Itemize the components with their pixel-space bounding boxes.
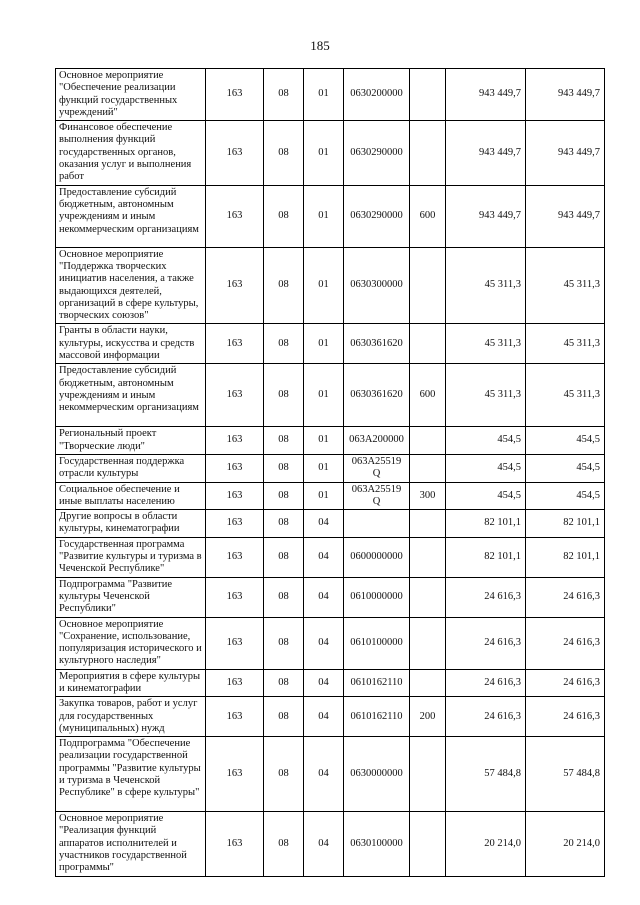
row-section: 08 (264, 427, 304, 455)
row-amount-1: 20 214,0 (446, 812, 526, 876)
row-ministry-code: 163 (206, 69, 264, 121)
row-expense-type: 600 (410, 364, 446, 427)
row-target-article: 0630000000 (344, 737, 410, 812)
row-target-article: 0610100000 (344, 617, 410, 669)
row-target-article: 0630300000 (344, 247, 410, 324)
row-target-article: 063A25519 Q (344, 454, 410, 482)
row-ministry-code: 163 (206, 121, 264, 185)
row-expense-type: 300 (410, 482, 446, 510)
row-name: Другие вопросы в области культуры, кинематографии (56, 510, 206, 538)
row-section: 08 (264, 247, 304, 324)
row-ministry-code: 163 (206, 482, 264, 510)
row-ministry-code: 163 (206, 427, 264, 455)
row-amount-2: 24 616,3 (526, 617, 605, 669)
table-row (56, 510, 605, 538)
row-ministry-code: 163 (206, 737, 264, 812)
row-target-article: 0600000000 (344, 537, 410, 577)
row-ministry-code: 163 (206, 247, 264, 324)
row-amount-2: 943 449,7 (526, 69, 605, 121)
row-name: Подпрограмма "Развитие культуры Чеченской Республики" (56, 577, 206, 617)
row-expense-type (410, 812, 446, 876)
row-target-article: 063A200000 (344, 427, 410, 455)
row-section: 08 (264, 737, 304, 812)
row-subsection: 01 (304, 482, 344, 510)
row-section: 08 (264, 577, 304, 617)
row-amount-1: 45 311,3 (446, 364, 526, 427)
row-amount-2: 454,5 (526, 454, 605, 482)
row-amount-1: 45 311,3 (446, 247, 526, 324)
row-amount-1: 454,5 (446, 454, 526, 482)
row-amount-1: 943 449,7 (446, 69, 526, 121)
row-target-article: 063A25519 Q (344, 482, 410, 510)
row-amount-2: 82 101,1 (526, 537, 605, 577)
row-section: 08 (264, 121, 304, 185)
table-row (56, 737, 605, 812)
row-target-article: 0610162110 (344, 697, 410, 737)
row-target-article: 0630361620 (344, 364, 410, 427)
row-amount-2: 45 311,3 (526, 247, 605, 324)
row-expense-type (410, 577, 446, 617)
row-ministry-code: 163 (206, 812, 264, 876)
row-section: 08 (264, 510, 304, 538)
row-ministry-code: 163 (206, 577, 264, 617)
row-amount-2: 454,5 (526, 427, 605, 455)
row-expense-type (410, 427, 446, 455)
row-subsection: 04 (304, 737, 344, 812)
row-target-article: 0630361620 (344, 324, 410, 364)
row-name: Основное мероприятие "Сохранение, использование, популяризация исторического и культурного наследия" (56, 617, 206, 669)
row-subsection: 01 (304, 454, 344, 482)
row-name: Закупка товаров, работ и услуг для государственных (муниципальных) нужд (56, 697, 206, 737)
row-amount-2: 24 616,3 (526, 669, 605, 697)
row-ministry-code: 163 (206, 510, 264, 538)
row-name: Гранты в области науки, культуры, искусства и средств массовой информации (56, 324, 206, 364)
table-row (56, 364, 605, 427)
row-amount-1: 57 484,8 (446, 737, 526, 812)
row-subsection: 04 (304, 669, 344, 697)
row-subsection: 04 (304, 697, 344, 737)
row-target-article: 0630290000 (344, 121, 410, 185)
row-section: 08 (264, 185, 304, 247)
row-amount-1: 943 449,7 (446, 185, 526, 247)
row-ministry-code: 163 (206, 324, 264, 364)
table-row (56, 427, 605, 455)
row-subsection: 04 (304, 812, 344, 876)
table-row (56, 185, 605, 247)
row-subsection: 01 (304, 427, 344, 455)
row-subsection: 01 (304, 185, 344, 247)
row-name: Региональный проект "Творческие люди" (56, 427, 206, 455)
row-ministry-code: 163 (206, 617, 264, 669)
row-expense-type: 200 (410, 697, 446, 737)
row-amount-1: 45 311,3 (446, 324, 526, 364)
row-section: 08 (264, 69, 304, 121)
table-row (56, 617, 605, 669)
table-row (56, 697, 605, 737)
row-amount-2: 57 484,8 (526, 737, 605, 812)
row-section: 08 (264, 812, 304, 876)
row-subsection: 04 (304, 617, 344, 669)
row-amount-2: 45 311,3 (526, 324, 605, 364)
row-subsection: 04 (304, 510, 344, 538)
row-expense-type (410, 617, 446, 669)
row-target-article: 0630290000 (344, 185, 410, 247)
row-subsection: 01 (304, 324, 344, 364)
row-amount-2: 24 616,3 (526, 577, 605, 617)
row-section: 08 (264, 454, 304, 482)
row-amount-1: 454,5 (446, 482, 526, 510)
row-expense-type (410, 537, 446, 577)
row-expense-type (410, 247, 446, 324)
row-amount-2: 943 449,7 (526, 185, 605, 247)
budget-table (55, 68, 605, 877)
row-amount-2: 943 449,7 (526, 121, 605, 185)
row-ministry-code: 163 (206, 185, 264, 247)
row-section: 08 (264, 364, 304, 427)
row-amount-1: 82 101,1 (446, 537, 526, 577)
row-target-article: 0630200000 (344, 69, 410, 121)
row-expense-type (410, 324, 446, 364)
row-subsection: 01 (304, 364, 344, 427)
row-subsection: 01 (304, 247, 344, 324)
row-name: Мероприятия в сфере культуры и кинематографии (56, 669, 206, 697)
row-target-article: 0610162110 (344, 669, 410, 697)
table-row (56, 482, 605, 510)
row-expense-type (410, 669, 446, 697)
row-expense-type (410, 454, 446, 482)
row-name: Основное мероприятие "Реализация функций аппаратов исполнителей и участников государственной программы" (56, 812, 206, 876)
row-ministry-code: 163 (206, 454, 264, 482)
row-ministry-code: 163 (206, 697, 264, 737)
row-subsection: 01 (304, 69, 344, 121)
row-name: Предоставление субсидий бюджетным, автономным учреждениям и иным некоммерческим организациям (56, 185, 206, 247)
table-row (56, 69, 605, 121)
row-amount-1: 82 101,1 (446, 510, 526, 538)
row-subsection: 04 (304, 577, 344, 617)
table-row (56, 812, 605, 876)
page-number: 185 (310, 38, 330, 53)
row-name: Основное мероприятие "Обеспечение реализации функций государственных учреждений" (56, 69, 206, 121)
row-expense-type (410, 121, 446, 185)
row-target-article: 0610000000 (344, 577, 410, 617)
row-amount-2: 45 311,3 (526, 364, 605, 427)
row-name: Государственная поддержка отрасли культуры (56, 454, 206, 482)
row-name: Основное мероприятие "Поддержка творческих инициатив населения, а также выдающихся деятелей, организаций в сфере культуры, творческих союзов" (56, 247, 206, 324)
table-row (56, 537, 605, 577)
row-amount-2: 454,5 (526, 482, 605, 510)
row-name: Социальное обеспечение и иные выплаты населению (56, 482, 206, 510)
row-amount-1: 24 616,3 (446, 617, 526, 669)
table-row (56, 121, 605, 185)
row-expense-type: 600 (410, 185, 446, 247)
row-amount-1: 24 616,3 (446, 577, 526, 617)
row-name: Подпрограмма "Обеспечение реализации государственной программы "Развитие культуры и туризма в Чеченской Республике" в сфере культуры" (56, 737, 206, 812)
table-row (56, 669, 605, 697)
row-target-article: 0630100000 (344, 812, 410, 876)
row-expense-type (410, 69, 446, 121)
table-row (56, 577, 605, 617)
row-expense-type (410, 510, 446, 538)
row-ministry-code: 163 (206, 364, 264, 427)
table-row (56, 324, 605, 364)
row-name: Финансовое обеспечение выполнения функций государственных органов, оказания услуг и выполнения работ (56, 121, 206, 185)
row-amount-1: 454,5 (446, 427, 526, 455)
row-ministry-code: 163 (206, 669, 264, 697)
row-target-article (344, 510, 410, 538)
row-amount-1: 24 616,3 (446, 669, 526, 697)
row-section: 08 (264, 669, 304, 697)
row-subsection: 04 (304, 537, 344, 577)
table-row (56, 454, 605, 482)
row-amount-2: 82 101,1 (526, 510, 605, 538)
row-section: 08 (264, 537, 304, 577)
row-expense-type (410, 737, 446, 812)
row-amount-2: 20 214,0 (526, 812, 605, 876)
row-amount-2: 24 616,3 (526, 697, 605, 737)
row-section: 08 (264, 482, 304, 510)
row-section: 08 (264, 697, 304, 737)
row-name: Предоставление субсидий бюджетным, автономным учреждениям и иным некоммерческим организациям (56, 364, 206, 427)
row-section: 08 (264, 324, 304, 364)
row-ministry-code: 163 (206, 537, 264, 577)
row-amount-1: 24 616,3 (446, 697, 526, 737)
row-section: 08 (264, 617, 304, 669)
row-name: Государственная программа "Развитие культуры и туризма в Чеченской Республике" (56, 537, 206, 577)
row-subsection: 01 (304, 121, 344, 185)
row-amount-1: 943 449,7 (446, 121, 526, 185)
table-row (56, 247, 605, 324)
